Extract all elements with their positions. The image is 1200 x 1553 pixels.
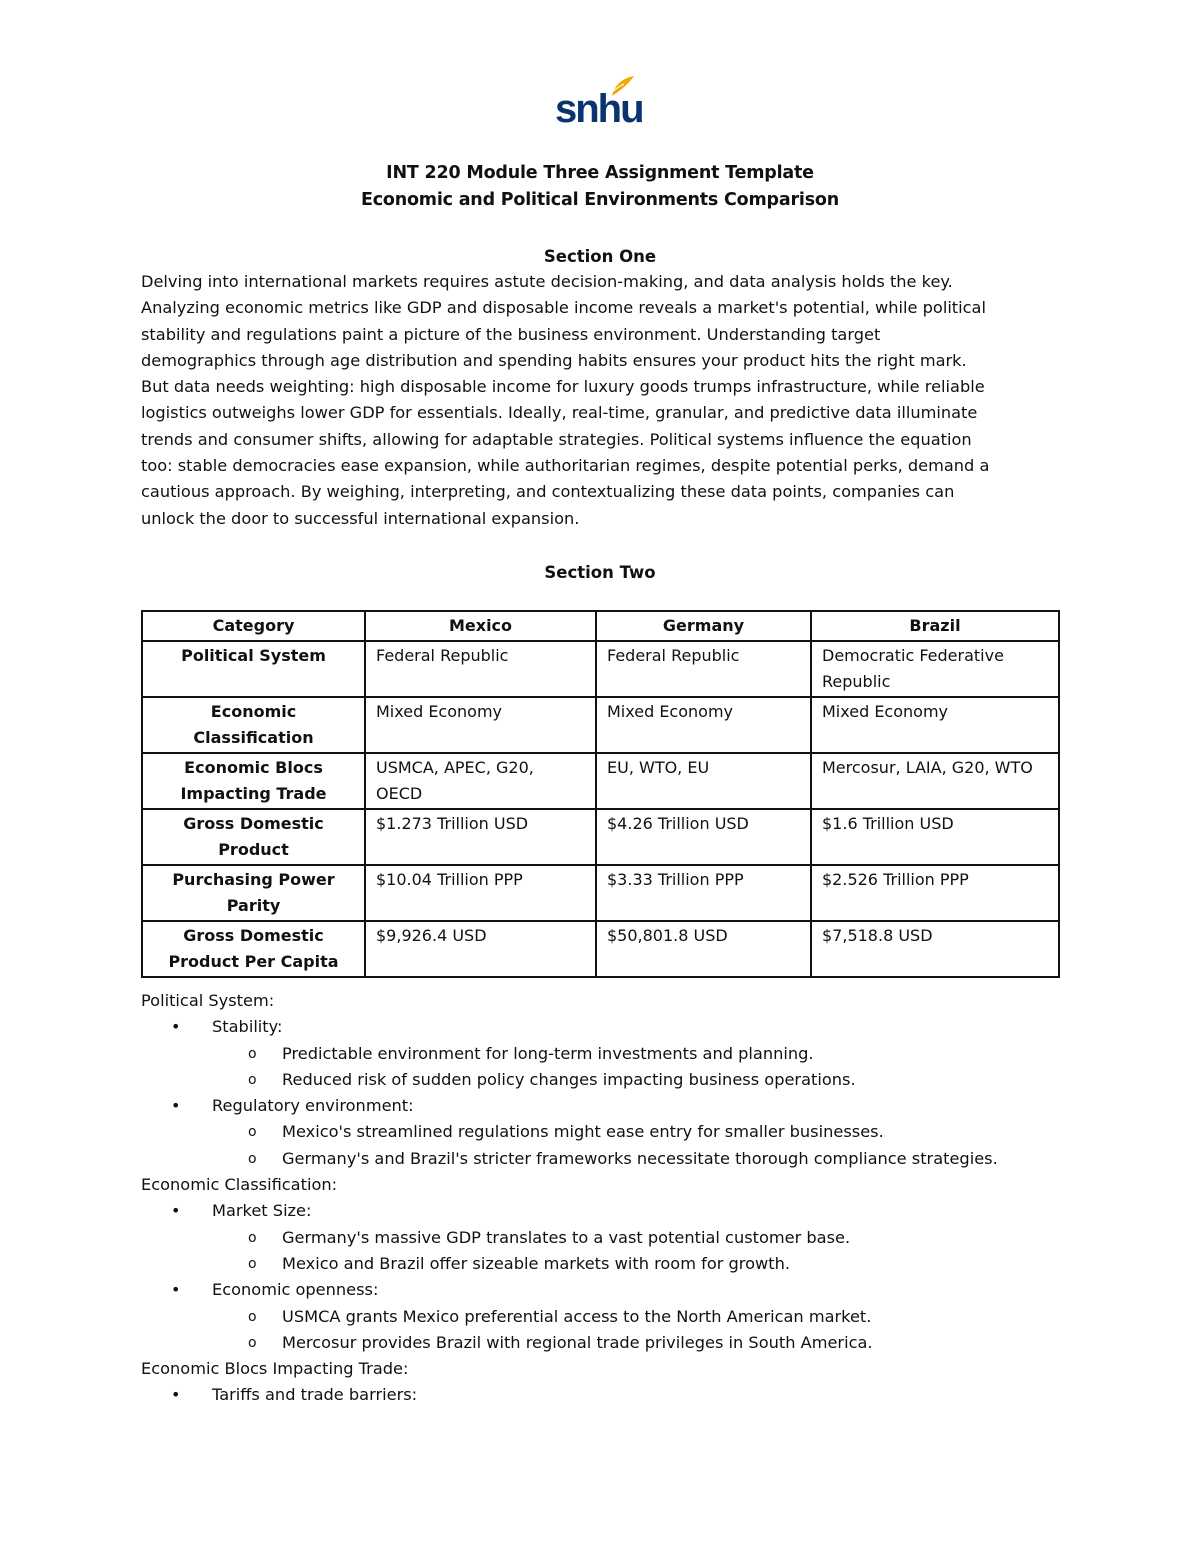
header-category: Category xyxy=(142,611,365,641)
row-label: Economic Blocs Impacting Trade xyxy=(142,753,365,809)
table-header-row xyxy=(142,611,1059,641)
table-row xyxy=(142,865,1059,921)
sub-bullet: o USMCA grants Mexico preferential access to the North American market. xyxy=(248,1304,1081,1330)
table-row xyxy=(142,641,1059,697)
notes-heading-economic-classification: Economic Classification: xyxy=(141,1175,338,1195)
table-row xyxy=(142,697,1059,753)
table-cell: $4.26 Trillion USD xyxy=(596,809,811,865)
bullet-market-size: • Market Size: xyxy=(171,1198,1081,1224)
table-cell: $7,518.8 USD xyxy=(811,921,1059,977)
table-cell: $1.273 Trillion USD xyxy=(365,809,596,865)
table-cell: $1.6 Trillion USD xyxy=(811,809,1059,865)
notes-section xyxy=(141,988,1081,1409)
table-cell: $10.04 Trillion PPP xyxy=(365,865,596,921)
logo-wordmark: snhu xyxy=(555,87,643,131)
table-row xyxy=(142,753,1059,809)
bullet-regulatory-environment: • Regulatory environment: xyxy=(171,1093,1081,1119)
table-cell: Federal Republic xyxy=(365,641,596,697)
table-cell: Mixed Economy xyxy=(365,697,596,753)
table-cell: Democratic Federative Republic xyxy=(811,641,1059,697)
bullet-stability: • Stability: xyxy=(171,1014,1081,1040)
section-two-heading: Section Two xyxy=(544,563,656,582)
section-one-heading: Section One xyxy=(543,247,657,266)
comparison-table xyxy=(141,610,1060,978)
table-cell: USMCA, APEC, G20, OECD xyxy=(365,753,596,809)
sub-bullet: o Reduced risk of sudden policy changes impacting business operations. xyxy=(248,1067,1081,1093)
document-title: INT 220 Module Three Assignment Template xyxy=(386,163,814,183)
table-row xyxy=(142,921,1059,977)
header-mexico: Mexico xyxy=(365,611,596,641)
row-label: Gross Domestic Product Per Capita xyxy=(142,921,365,977)
table-cell: Mixed Economy xyxy=(811,697,1059,753)
sub-bullet: o Germany's massive GDP translates to a vast potential customer base. xyxy=(248,1225,1081,1251)
table-cell: Mercosur, LAIA, G20, WTO xyxy=(811,753,1059,809)
document-subtitle: Economic and Political Environments Comparison xyxy=(360,190,840,210)
section-one-paragraph: Delving into international markets requires astute decision-making, and data analysis holds the key. Analyzing economic metrics like GDP and disposable income reveals a market's potential, while political stability and regulations paint a picture of the business environment. Understanding target demographics through age distribution and spending habits ensures your product hits the right mark. But data needs weighting: high disposable income for luxury goods trumps infrastructure, while reliable logistics outweighs lower GDP for essentials. Ideally, real-time, granular, and predictive data illuminate trends and consumer shifts, allowing for adaptable strategies. Political systems influence the equation too: stable democracies ease expansion, while authoritarian regimes, despite potential perks, demand a cautious approach. By weighing, interpreting, and contextualizing these data points, companies can unlock the door to successful international expansion. xyxy=(141,272,990,528)
sub-bullet: o Predictable environment for long-term investments and planning. xyxy=(248,1041,1081,1067)
row-label: Purchasing Power Parity xyxy=(142,865,365,921)
row-label: Gross Domestic Product xyxy=(142,809,365,865)
table-cell: EU, WTO, EU xyxy=(596,753,811,809)
row-label: Political System xyxy=(142,641,365,697)
notes-heading-economic-blocs: Economic Blocs Impacting Trade: xyxy=(141,1359,409,1379)
table-cell: Mixed Economy xyxy=(596,697,811,753)
table-row xyxy=(142,809,1059,865)
header-germany: Germany xyxy=(596,611,811,641)
table-cell: $2.526 Trillion PPP xyxy=(811,865,1059,921)
table-cell: Federal Republic xyxy=(596,641,811,697)
sub-bullet: o Mexico's streamlined regulations might ease entry for smaller businesses. xyxy=(248,1119,1081,1145)
bullet-tariffs: • Tariffs and trade barriers: xyxy=(171,1382,1081,1408)
row-label: Economic Classification xyxy=(142,697,365,753)
snhu-logo xyxy=(548,72,648,134)
sub-bullet: o Germany's and Brazil's stricter frameworks necessitate thorough compliance strategies. xyxy=(248,1146,1081,1172)
table-cell: $50,801.8 USD xyxy=(596,921,811,977)
bullet-economic-openness: • Economic openness: xyxy=(171,1277,1081,1303)
sub-bullet: o Mexico and Brazil offer sizeable markets with room for growth. xyxy=(248,1251,1081,1277)
table-cell: $9,926.4 USD xyxy=(365,921,596,977)
header-brazil: Brazil xyxy=(811,611,1059,641)
sub-bullet: o Mercosur provides Brazil with regional trade privileges in South America. xyxy=(248,1330,1081,1356)
table-cell: $3.33 Trillion PPP xyxy=(596,865,811,921)
notes-heading-political-system: Political System: xyxy=(141,991,275,1010)
